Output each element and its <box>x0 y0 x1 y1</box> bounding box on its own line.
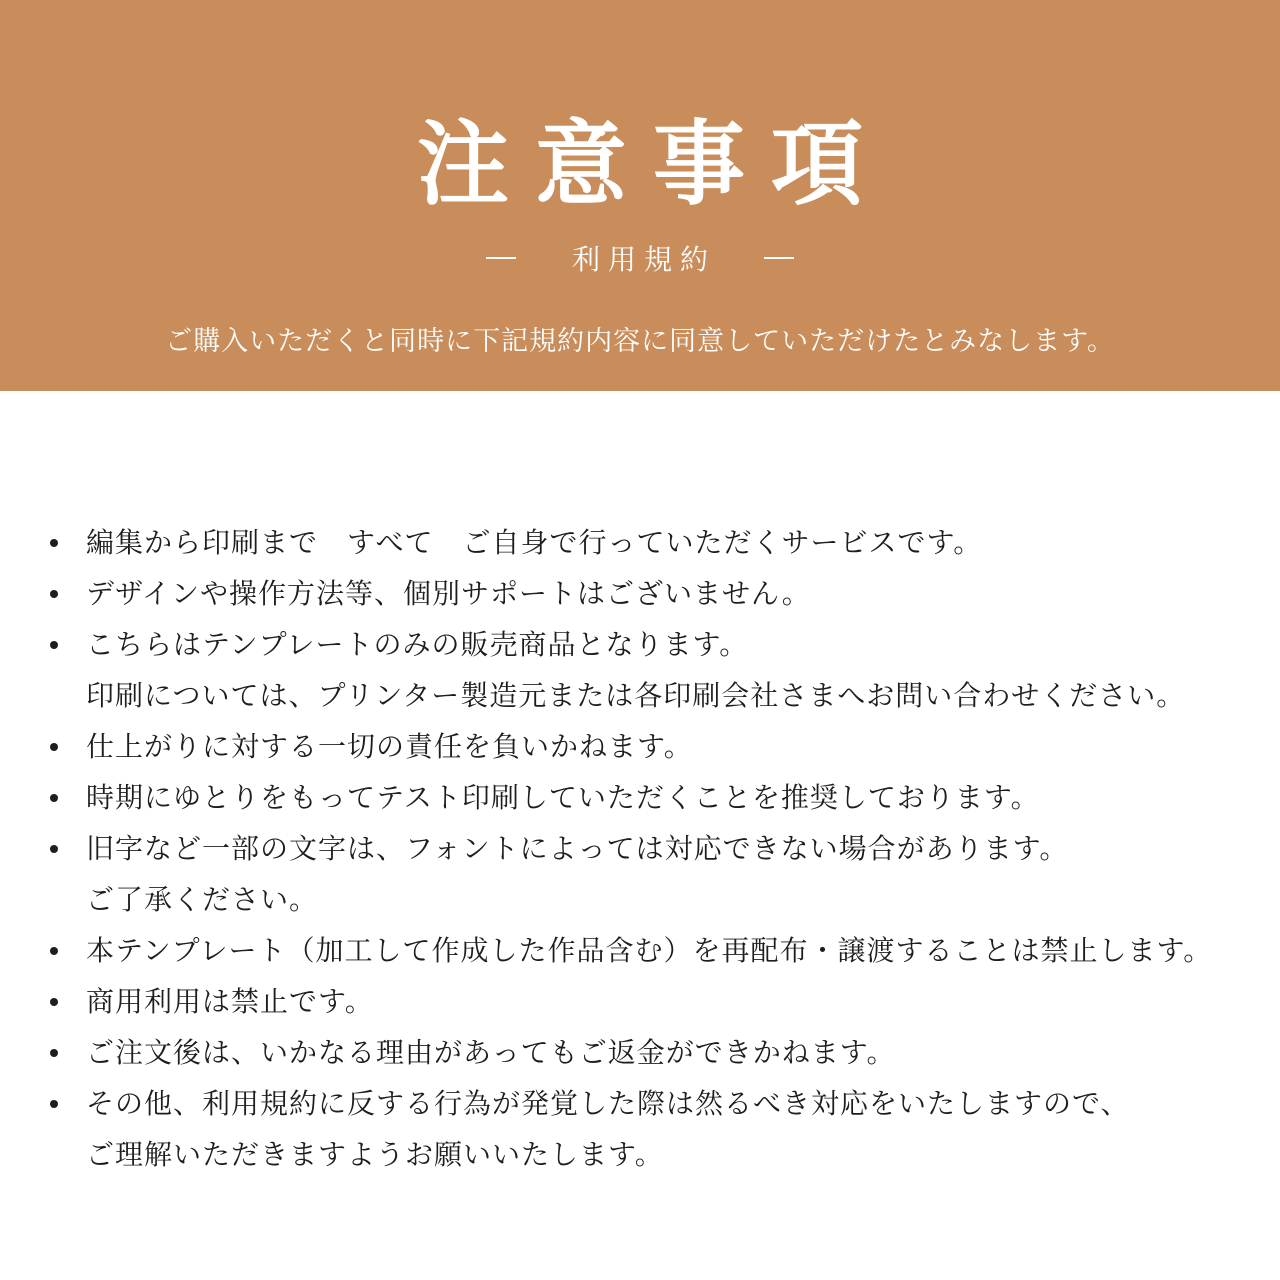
bullet-dot-icon <box>50 539 58 547</box>
subtitle-row <box>0 236 1280 280</box>
rule-text: ご理解いただきますようお願いいたします。 <box>86 1138 664 1171</box>
rule-text: デザインや操作方法等、個別サポートはございません。 <box>86 577 811 610</box>
rule-item <box>46 721 1266 772</box>
rule-item <box>46 925 1266 976</box>
subtitle-dash-left <box>486 257 516 259</box>
bullet-dot-icon <box>50 641 58 649</box>
rule-text: 時期にゆとりをもってテスト印刷していただくことを推奨しております。 <box>86 781 1040 814</box>
rule-text: 印刷については、プリンター製造元または各印刷会社さまへお問い合わせください。 <box>86 679 1186 712</box>
rule-text: 本テンプレート（加工して作成した作品含む）を再配布・譲渡することは禁止します。 <box>86 934 1213 967</box>
bullet-dot-icon <box>50 947 58 955</box>
rules-list <box>46 517 1266 1180</box>
rule-text: ご了承ください。 <box>86 883 319 916</box>
rule-item <box>46 568 1266 619</box>
header-banner <box>0 0 1280 391</box>
rule-text: 旧字など一部の文字は、フォントによっては対応できない場合があります。 <box>86 832 1069 865</box>
rule-item <box>46 823 1266 925</box>
agreement-notice: ご購入いただくと同時に下記規約内容に同意していただけたとみなします。 <box>165 326 1115 357</box>
bullet-dot-icon <box>50 845 58 853</box>
page-title: 注意事項 <box>416 110 889 218</box>
rule-text: 仕上がりに対する一切の責任を負いかねます。 <box>86 730 693 763</box>
rule-text: 商用利用は禁止です。 <box>86 985 374 1018</box>
bullet-dot-icon <box>50 794 58 802</box>
rule-text: その他、利用規約に反する行為が発覚した際は然るべき対応をいたしますので、 <box>86 1087 1130 1120</box>
rule-text: ご注文後は、いかなる理由があってもご返金ができかねます。 <box>86 1036 896 1069</box>
rule-item <box>46 1027 1266 1078</box>
rule-text: こちらはテンプレートのみの販売商品となります。 <box>86 628 749 661</box>
rule-text: 編集から印刷まで すべて ご自身で行っていただくサービスです。 <box>86 526 983 559</box>
bullet-dot-icon <box>50 1049 58 1057</box>
bullet-dot-icon <box>50 998 58 1006</box>
rule-item <box>46 772 1266 823</box>
rule-item <box>46 619 1266 721</box>
subtitle-dash-right <box>764 257 794 259</box>
bullet-dot-icon <box>50 590 58 598</box>
bullet-dot-icon <box>50 743 58 751</box>
rule-item <box>46 1078 1266 1180</box>
rule-item <box>46 976 1266 1027</box>
bullet-dot-icon <box>50 1100 58 1108</box>
rule-item <box>46 517 1266 568</box>
subtitle: 利用規約 <box>571 243 716 276</box>
